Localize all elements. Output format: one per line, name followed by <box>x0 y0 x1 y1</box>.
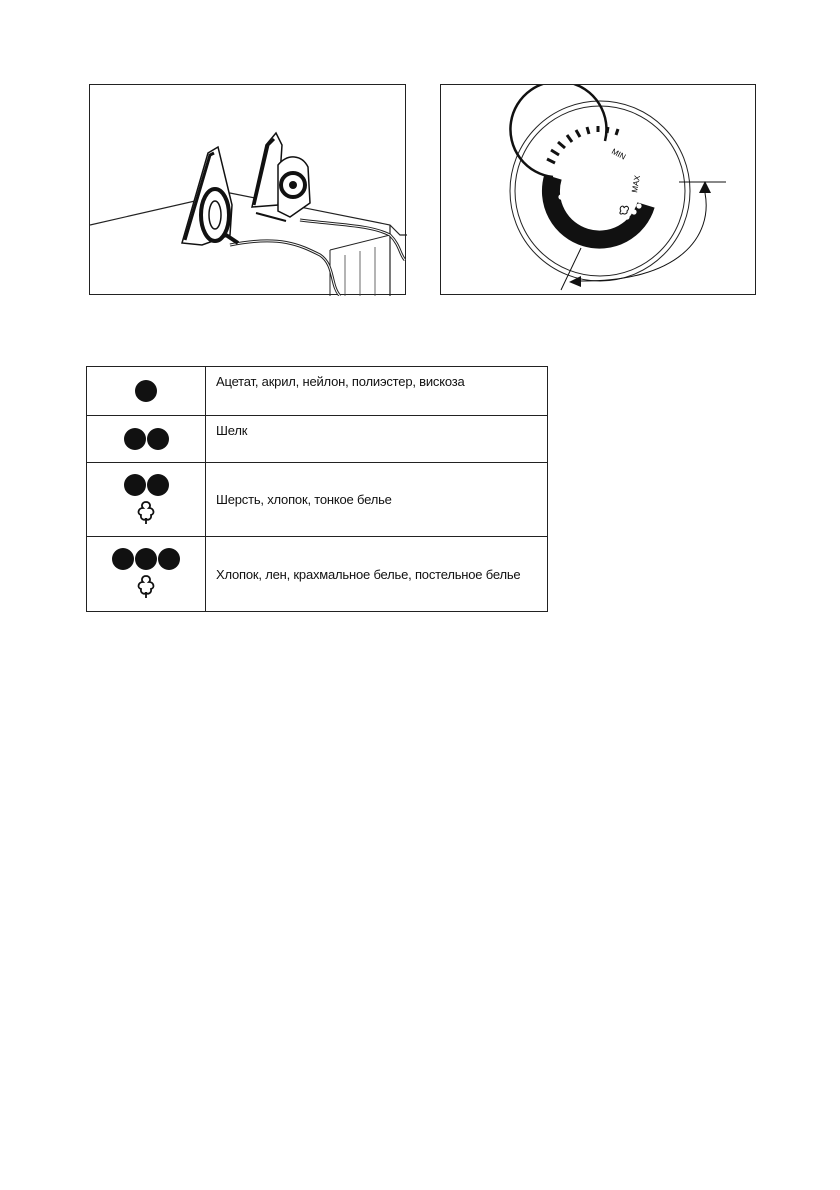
table-row <box>87 537 548 612</box>
symbol-cell <box>87 416 206 463</box>
dial-max-label: MAX <box>630 174 642 194</box>
temperature-dial-icon <box>441 85 757 296</box>
fabric-temperature-table <box>86 366 548 612</box>
symbol-cell <box>87 367 206 416</box>
dot-icon <box>147 428 169 450</box>
dot-icon <box>112 548 134 570</box>
table-row <box>87 367 548 416</box>
temperature-dots <box>87 380 205 402</box>
dot-icon <box>124 428 146 450</box>
temperature-dial-figure <box>440 84 756 295</box>
dot-icon <box>124 474 146 496</box>
iron-illustration <box>89 84 406 295</box>
table-row <box>87 416 548 463</box>
temperature-dots <box>87 428 205 450</box>
table-row <box>87 463 548 537</box>
fabric-text: Ацетат, акрил, нейлон, полиэстер, вискоза <box>206 367 548 416</box>
iron-cooling-icon <box>90 85 407 296</box>
steam-icon <box>134 500 158 526</box>
dial-min-label: MIN <box>610 146 628 162</box>
fabric-text: Хлопок, лен, крахмальное белье, постельное белье <box>206 537 548 612</box>
dot-icon <box>158 548 180 570</box>
temperature-dots <box>87 474 205 496</box>
table-body <box>87 367 548 612</box>
steam-icon <box>134 574 158 600</box>
fabric-text: Шерсть, хлопок, тонкое белье <box>206 463 548 537</box>
fabric-text: Шелк <box>206 416 548 463</box>
temperature-dots <box>87 548 205 570</box>
dot-icon <box>147 474 169 496</box>
dot-icon <box>135 548 157 570</box>
symbol-cell <box>87 537 206 612</box>
dot-icon <box>135 380 157 402</box>
symbol-cell <box>87 463 206 537</box>
